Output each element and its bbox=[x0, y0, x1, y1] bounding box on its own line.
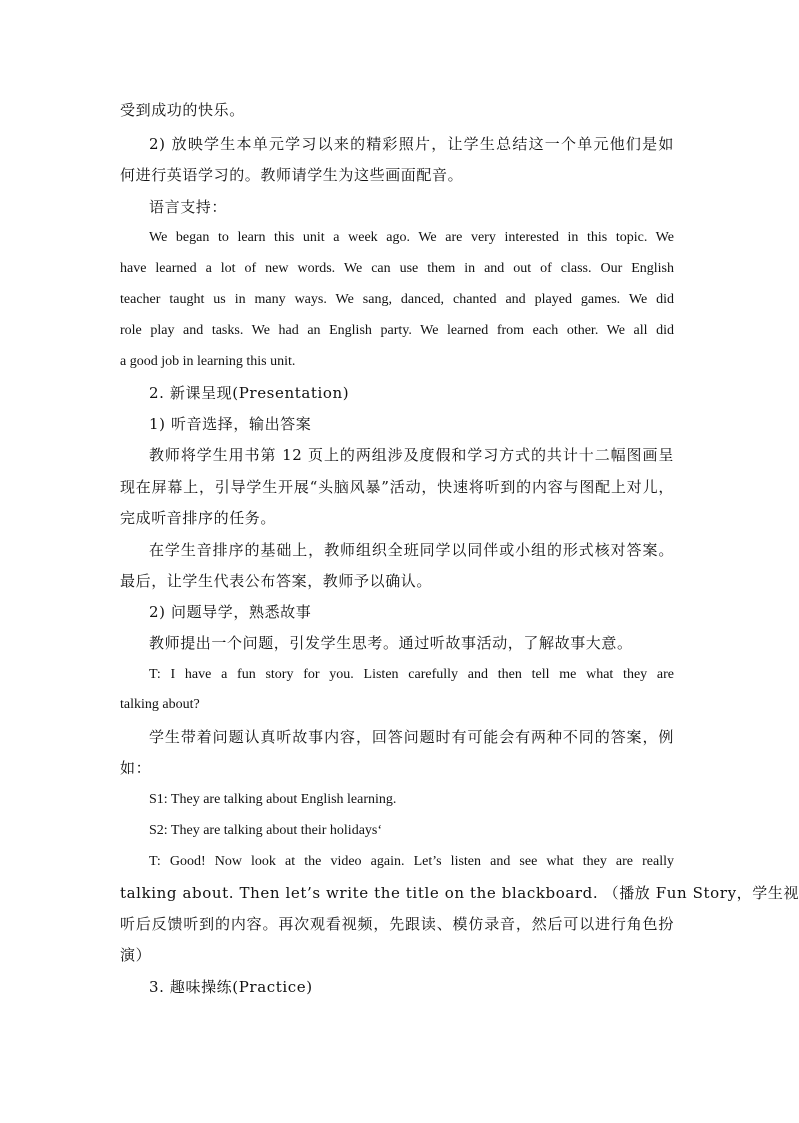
text-line: 教师将学生用书第 12 页上的两组涉及度假和学习方式的共计十二幅图画呈 bbox=[149, 446, 674, 464]
text-line: We began to learn this unit a week ago. We are very interested in this topic. We bbox=[149, 230, 674, 245]
text-line: 如： bbox=[120, 759, 152, 777]
text-line: 最后，让学生代表公布答案，教师予以确认。 bbox=[120, 572, 433, 590]
text-line: 现在屏幕上，引导学生开展“头脑风暴”活动，快速将听到的内容与图配上对儿， bbox=[120, 478, 674, 496]
text-line: role play and tasks. We had an English party. We learned from each other. We all did bbox=[120, 323, 674, 338]
text-line: 2. 新课呈现(Presentation) bbox=[149, 384, 350, 402]
text-line: talking about? bbox=[120, 697, 200, 712]
text-line: a good job in learning this unit. bbox=[120, 354, 296, 369]
text-line: S1: They are talking about English learning. bbox=[149, 792, 397, 807]
text-line: 受到成功的快乐。 bbox=[120, 101, 245, 119]
text-line: 学生带着问题认真听故事内容，回答问题时有可能会有两种不同的答案，例 bbox=[149, 728, 674, 746]
text-line: 听后反馈听到的内容。再次观看视频，先跟读、模仿录音，然后可以进行角色扮 bbox=[120, 915, 674, 933]
text-line: have learned a lot of new words. We can use them in and out of class. Our English bbox=[120, 261, 674, 276]
text-line: 完成听音排序的任务。 bbox=[120, 509, 277, 527]
text-line: 语言支持： bbox=[149, 198, 228, 216]
text-line: S2: They are talking about their holidays‘ bbox=[149, 823, 383, 838]
text-line: teacher taught us in many ways. We sang, danced, chanted and played games. We did bbox=[120, 292, 674, 307]
text-line: 何进行英语学习的。教师请学生为这些画面配音。 bbox=[120, 166, 464, 184]
text-line: 1) 听音选择，输出答案 bbox=[149, 415, 312, 433]
text-line: 3. 趣味操练(Practice) bbox=[149, 978, 313, 996]
text-line: 2) 问题导学，熟悉故事 bbox=[149, 603, 312, 621]
text-line: 演） bbox=[120, 946, 152, 964]
text-line: 教师提出一个问题，引发学生思考。通过听故事活动，了解故事大意。 bbox=[149, 634, 633, 652]
text-line: 在学生音排序的基础上，教师组织全班同学以同伴或小组的形式核对答案。 bbox=[149, 541, 674, 559]
text-line: talking about. Then let’s write the title on the blackboard. （播放 Fun Story，学生视 bbox=[120, 884, 799, 902]
text-line: T: I have a fun story for you. Listen carefully and then tell me what they are bbox=[149, 667, 674, 682]
text-line: 2) 放映学生本单元学习以来的精彩照片，让学生总结这一个单元他们是如 bbox=[149, 135, 674, 153]
text-line: T: Good! Now look at the video again. Let’s listen and see what they are really bbox=[149, 854, 674, 869]
